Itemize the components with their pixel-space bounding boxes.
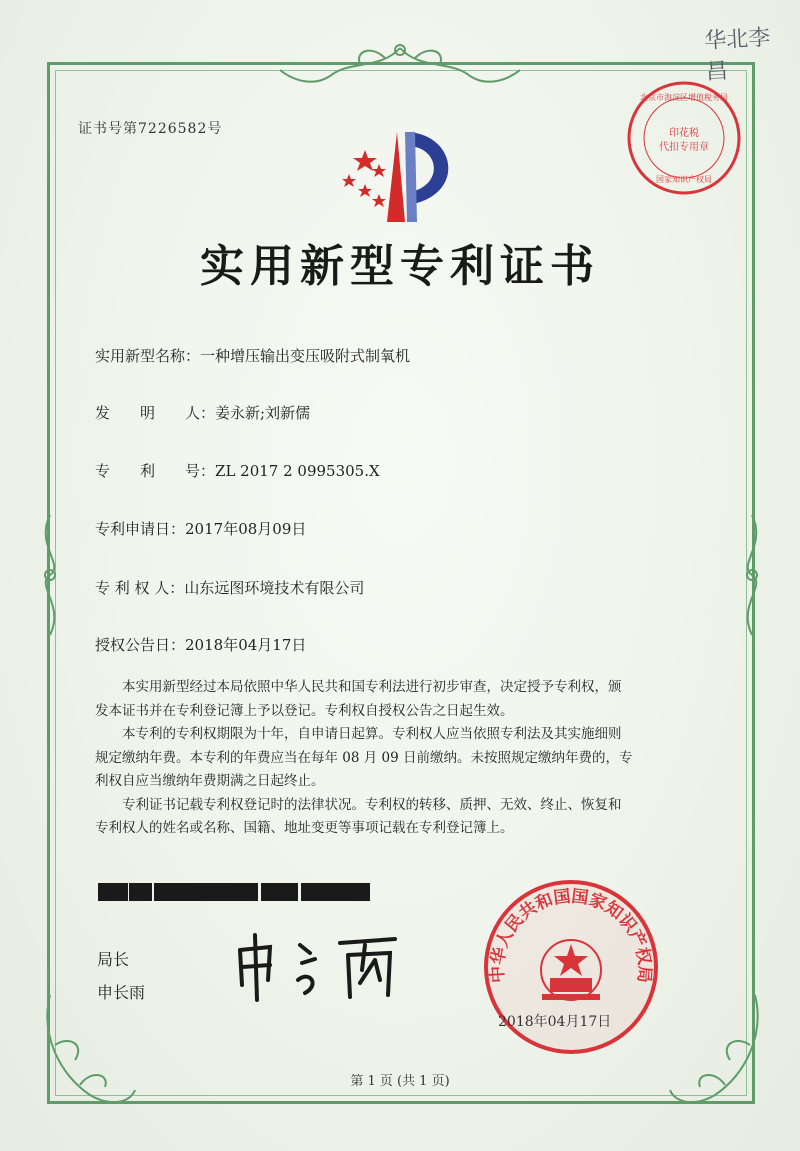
body-line: 专利权人的姓名或名称、国籍、地址变更等事项记载在专利登记簿上。 (95, 820, 514, 836)
field-patent-holder (95, 577, 364, 598)
certificate-number: 证书号第7226582号 (78, 121, 223, 137)
director-signature (230, 925, 410, 1005)
svg-text:国家知识产权局: 国家知识产权局 (656, 175, 712, 184)
field-patent-number (95, 460, 380, 481)
certificate-body (95, 676, 705, 841)
body-line: 规定缴纳年费。本专利的年费应当在每年 08 月 09 日前缴纳。未按照规定缴纳年费的，专 (95, 749, 633, 766)
field-value: 一种增压输出变压吸附式制氧机 (200, 347, 411, 365)
body-line: 发本证书并在专利登记簿上予以登记。专利权自授权公告之日起生效。 (95, 702, 514, 719)
ornament-top (260, 40, 540, 92)
body-line: 专利证书记载专利权登记时的法律状况。专利权的转移、质押、无效、终止、恢复和 (95, 796, 622, 813)
field-grant-date (95, 634, 306, 655)
field-label: 发 明 人： (95, 404, 216, 422)
body-line: 利权自应当缴纳年费期满之日起终止。 (95, 773, 325, 789)
svg-text:中华人民共和国国家知识产权局: 中华人民共和国国家知识产权局 (487, 886, 655, 984)
field-label: 专 利 权 人： (95, 579, 185, 597)
field-value: ZL 2017 2 0995305.X (215, 462, 380, 480)
field-value: 2017年08月09日 (185, 520, 307, 538)
tax-stamp (624, 78, 744, 198)
svg-text:代扣专用章: 代扣专用章 (659, 142, 709, 153)
director-title: 局长 (97, 950, 130, 969)
field-inventor (95, 402, 310, 423)
ornament-bottom-left (30, 985, 140, 1125)
certificate-title: 实用新型专利证书 (200, 241, 600, 292)
svg-text:北京市海淀区增值税务局: 北京市海淀区增值税务局 (640, 93, 728, 102)
ornament-right (732, 505, 772, 645)
handwritten-note: 华北李昌 (703, 25, 771, 86)
field-label: 实用新型名称： (95, 347, 201, 365)
ornament-left (30, 505, 70, 645)
cnipa-logo-icon (335, 122, 470, 232)
barcode-icon (97, 883, 370, 901)
body-line: 本专利的专利权期限为十年，自申请日起算。专利权人应当依照专利法及其实施细则 (95, 726, 622, 742)
director-name: 申长雨 (97, 983, 146, 1002)
field-utility-model-name (95, 345, 410, 366)
field-value: 2018年04月17日 (185, 636, 307, 654)
body-line: 本实用新型经过本局依照中华人民共和国专利法进行初步审查，决定授予专利权，颁 (95, 679, 622, 695)
ornament-bottom-right (665, 985, 775, 1125)
field-value: 姜永新;刘新儒 (215, 404, 311, 422)
page-number: 第 1 页 (共 1 页) (350, 1074, 450, 1089)
field-filing-date (95, 518, 306, 539)
svg-text:印花税: 印花税 (669, 128, 699, 139)
field-label: 专利申请日： (95, 520, 186, 538)
field-label: 授权公告日： (95, 636, 186, 654)
seal-date: 2018年04月17日 (498, 1014, 612, 1030)
field-value: 山东远图环境技术有限公司 (184, 579, 365, 597)
field-label: 专 利 号： (95, 462, 216, 480)
